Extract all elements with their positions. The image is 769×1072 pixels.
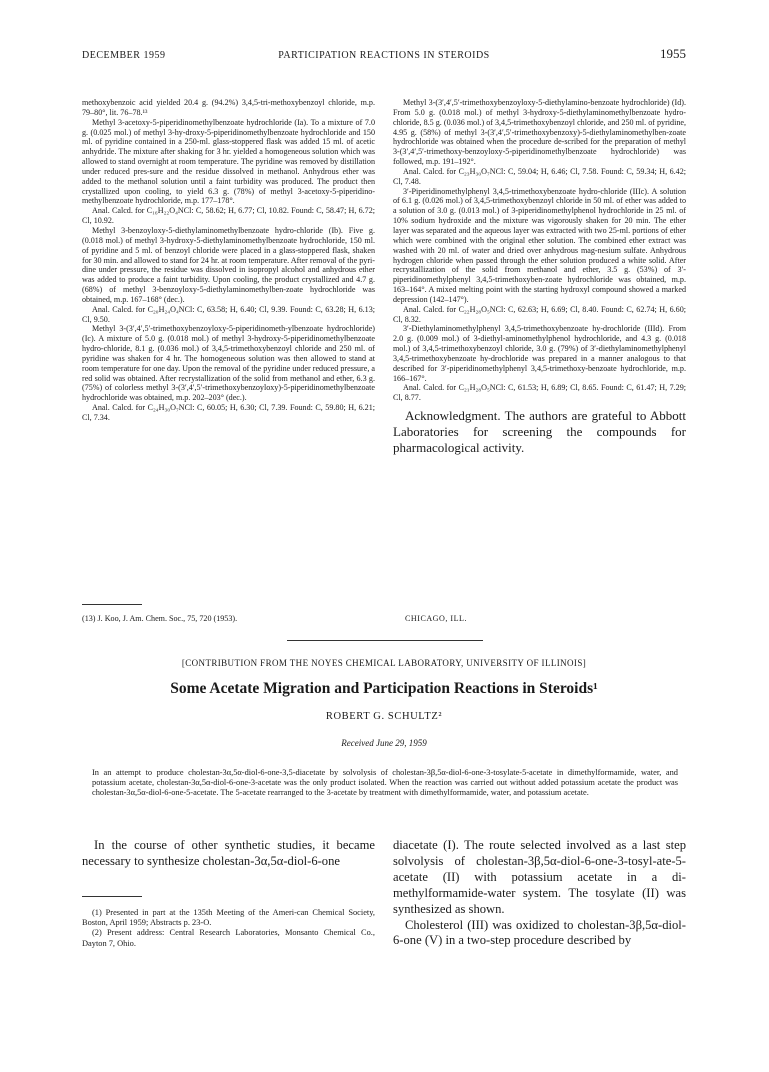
acknowledgment bbox=[393, 408, 686, 456]
footnote-rule bbox=[82, 896, 142, 897]
right-column-experimental bbox=[393, 98, 686, 456]
body-right bbox=[393, 838, 686, 949]
author: ROBERT G. SCHULTZ² bbox=[325, 711, 443, 722]
paragraph: Anal. Calcd. for C₂₂H₂₈O₅NCl: C, 62.63; H, 6.69; Cl, 8.40. Found: C, 62.74; H, 6.60; Cl, 8.32. bbox=[393, 304, 686, 324]
paragraph: Methyl 3-benzoyloxy-5-diethylaminomethylbenzoate hydro-chloride (Ib). Five g. (0.018 mol.) of methyl 3-hydroxy-5-diethylaminomethylbenzoate hydrochloride, 150 ml. of pyridine and 5 ml. of benzoyl chloride were placed in a glass-stoppered flask, shaken for 30 min. and allowed to stand for 24 hr. at room temperature. After removal of the pyri-dine under pressure, the residue was dissolved in isopropyl alcohol and anhydrous ether was added to produce a faint turbidity. Upon cooling, the product crystallized and 4.7 g. (68%) of methyl 3-benzoyloxy-5-diethylaminomethylben-zoate hydrochloride was obtained, m.p. 167–168° (dec.). bbox=[82, 225, 375, 304]
body-paragraph: diacetate (I). The route selected involved as a last step solvolysis of cholestan-3β,5α-diol-6-one-3-tosyl-ate-5-acetate (II) with potassium acetate in a di-methylformamide-water system. The tosylate (II) was synthesized as shown. bbox=[393, 838, 686, 916]
footnotes bbox=[82, 908, 375, 949]
paragraph: Methyl 3-(3′,4′,5′-trimethoxybenzoyloxy-5-diethylamino-benzoate hydrochloride) (Id). From 5.0 g. (0.018 mol.) of methyl 3-hydroxy-5-diethylaminomethylbenzoate hydro-chloride, 8.5 g. (0.036 mol.) of 3,4,5-trimethoxybenzoyl chloride, and 250 ml. of pyridine, 4.95 g. (58%) of methyl 3-(3′,4′,5′-trimethoxybenzoxy)-5-diethylaminomethylben-zoate hydrochloride was obtained when the procedure de-scribed for the preparation of methyl 3-(3′,4′,5′-trimethoxy-benzoyloxy-5-piperidinomethylbenzoate hydrochloride) was followed, m.p. 191–192°. bbox=[393, 98, 686, 167]
body-paragraph: In the course of other synthetic studies, it became necessary to synthesize cholestan-3α,5α-diol-6-one bbox=[82, 838, 375, 868]
section-divider bbox=[287, 640, 483, 641]
body-paragraph: Cholesterol (III) was oxidized to cholestan-3β,5α-diol-6-one (V) in a two-step procedure described by bbox=[393, 917, 686, 948]
contribution-line: [CONTRIBUTION FROM THE NOYES CHEMICAL LABORATORY, UNIVERSITY OF ILLINOIS] bbox=[181, 658, 587, 668]
page-number: 1955 bbox=[660, 46, 686, 61]
footnote-13: (13) J. Koo, J. Am. Chem. Soc., 75, 720 (1953). bbox=[82, 614, 238, 623]
article-title: Some Acetate Migration and Participation Reactions in Steroids¹ bbox=[170, 680, 598, 697]
paragraph: 3′-Piperidinomethylphenyl 3,4,5-trimethoxybenzoate hydro-chloride (IIIc). A solution of 6.1 g. (0.026 mol.) of 3,4,5-trimethoxybenzoyl chloride in 50 ml. of ether was added to a solution of 3.0 g. (0.013 mol.) of 3-piperidinomethylphenol hydrochloride in 25 ml. of 10% sodium hydroxide and the mixture was vigorously shaken for 20 min. The ether layer was separated and the aqueous layer was extracted with two 25-ml. portions of ether which were combined with the original ether solution. The combined ether extract was washed with 20 ml. of water and dried over anhydrous mag-nesium sulfate. Anhydrous hydrogen chloride when passed through the ether solution produced a white solid. After recrystallization of the solid from methanol and ether, 3.5 g. (53%) of 3′-piperidinomethylphenyl 3,4,5-trimethoxyben-zoate hydrochloride was obtained, m.p. 163–164°. A mixed melting point with the starting hydroxyl compound showed a marked depression (142–147°). bbox=[393, 186, 686, 304]
left-column-experimental bbox=[82, 98, 375, 423]
paragraph: Methyl 3-acetoxy-5-piperidinomethylbenzoate hydrochloride (Ia). To a mixture of 7.0 g. (0.025 mol.) of methyl 3-hy-droxy-5-piperidinomethylbenzoate hydrochloride and 150 ml. of pyridine contained in a 250-ml. glass-stoppered flask was added 15 ml. of acetic anhydride. The mixture after shaking for 3 hr. yielded a homogeneous solution which was allowed to stand overnight at room temperature. The pyridine was removed by distillation under reduced pres-sure and the residue dissolved in methanol. Anhydrous ether was added to the methanol solution until a faint turbidity was produced. The product then crystallized upon cooling, to yield 6.3 g. (78%) of methyl 3-acetoxy-5-piperidino-methylbenzoate hydrochloride, m.p. 177–178°. bbox=[82, 117, 375, 206]
paragraph: 3′-Diethylaminomethylphenyl 3,4,5-trimethoxybenzoate hy-drochloride (IIId). From 2.0 g. (0.009 mol.) of 3-diethyl-aminomethylphenol hydrochloride, and 4.3 g. (0.018 mol.) of 3,4,5-trimethoxybenzoyl chloride, 3.0 g. (79%) of 3′-diethylaminomethylphenyl 3,4,5-trimethoxybenzoate hy-drochloride was prepared in a manner analogous to that described for 3′-piperidinomethylphenyl 3,4,5-trimethoxy-benzoate hydrochloride, m.p. 166–167°. bbox=[393, 324, 686, 383]
received-date: Received June 29, 1959 bbox=[341, 738, 427, 748]
paragraph: Anal. Calcd. for C₂₄H₃₀O₇NCl: C, 60.05; H, 6.30; Cl, 7.39. Found: C, 59.80; H, 6.21; Cl, 7.34. bbox=[82, 403, 375, 422]
body-left bbox=[82, 838, 375, 870]
footnote-rule bbox=[82, 604, 142, 605]
acknowledgment-text: Acknowledgment. The authors are grateful to Abbott Laboratories for screening the compounds for pharmacological activity. bbox=[393, 408, 686, 456]
paragraph: Anal. Calcd. for C₂₀H₂₄O₄NCl: C, 63.58; H, 6.40; Cl, 9.39. Found: C, 63.28; H, 6.13; Cl, 9.50. bbox=[82, 304, 375, 324]
paragraph: Anal. Calcd. for C₂₃H₃₀O₇NCl: C, 59.04; H, 6.46; Cl, 7.58. Found: C, 59.34; H, 6.42; Cl, 7.48. bbox=[393, 166, 686, 186]
header-title: PARTICIPATION REACTIONS IN STEROIDS bbox=[278, 50, 490, 61]
location: CHICAGO, ILL. bbox=[405, 614, 468, 623]
footnote-1: (1) Presented in part at the 135th Meeting of the Ameri-can Chemical Society, Boston, April 1959; Abstracts p. 23-O. bbox=[82, 908, 375, 928]
paragraph: Anal. Calcd. for C₂₁H₂₈O₅NCl: C, 61.53; H, 6.89; Cl, 8.65. Found: C, 61.47; H, 7.29; Cl, 8.77. bbox=[393, 383, 686, 403]
abstract: In an attempt to produce cholestan-3α,5α-diol-6-one-3,5-diacetate by solvolysis of cholestan-3β,5α-diol-6-one-3-tosylate-5-acetate in dimethylformamide, water, and potassium acetate, cholestan-3α,5α-diol-6-one-3-acetate was the only product isolated. When the reaction was carried out without added potassium acetate the product was cholestan-3α,5α-diol-6-one-5-acetate. The 5-acetate rearranged to the 3-acetate by treatment with dimethylformamide, water, and potassium acetate. bbox=[92, 768, 678, 798]
footnote-2: (2) Present address: Central Research Laboratories, Monsanto Chemical Co., Dayton 7, Ohio. bbox=[82, 928, 375, 948]
paragraph: methoxybenzoic acid yielded 20.4 g. (94.2%) 3,4,5-tri-methoxybenzoyl chloride, m.p. 79–80°, lit. 76–78.¹³ bbox=[82, 98, 375, 117]
paragraph: Methyl 3-(3′,4′,5′-trimethoxybenzoyloxy-5-piperidinometh-ylbenzoate hydrochloride) (Ic). A mixture of 5.0 g. (0.018 mol.) of methyl 3-hydroxy-5-piperidinomethylbenzoate hydro-chloride, 8.1 g. (0.036 mol.) of 3,4,5-trimethoxybenzoyl chloride and 250 ml. of pyridine was shaken for 4 hr. The homogeneous solution was then allowed to stand at room temperature for one day. Upon the removal of the pyridine under reduced pressure, a red solid was obtained. After recrystallization of the solid from methanol and ether, 6.3 g. (75%) of colorless methyl 3-(3′,4′,5′-trimethoxybenzoyloxy)-5-piperidinomethylbenzoate hydrochloride was obtained, m.p. 202–203° (dec.). bbox=[82, 324, 375, 403]
paragraph: Anal. Calcd. for C₁₆H₂₂O₄NCl: C, 58.62; H, 6.77; Cl, 10.82. Found: C, 58.47; H, 6.72; Cl, 10.92. bbox=[82, 206, 375, 226]
header-date: DECEMBER 1959 bbox=[82, 50, 166, 61]
